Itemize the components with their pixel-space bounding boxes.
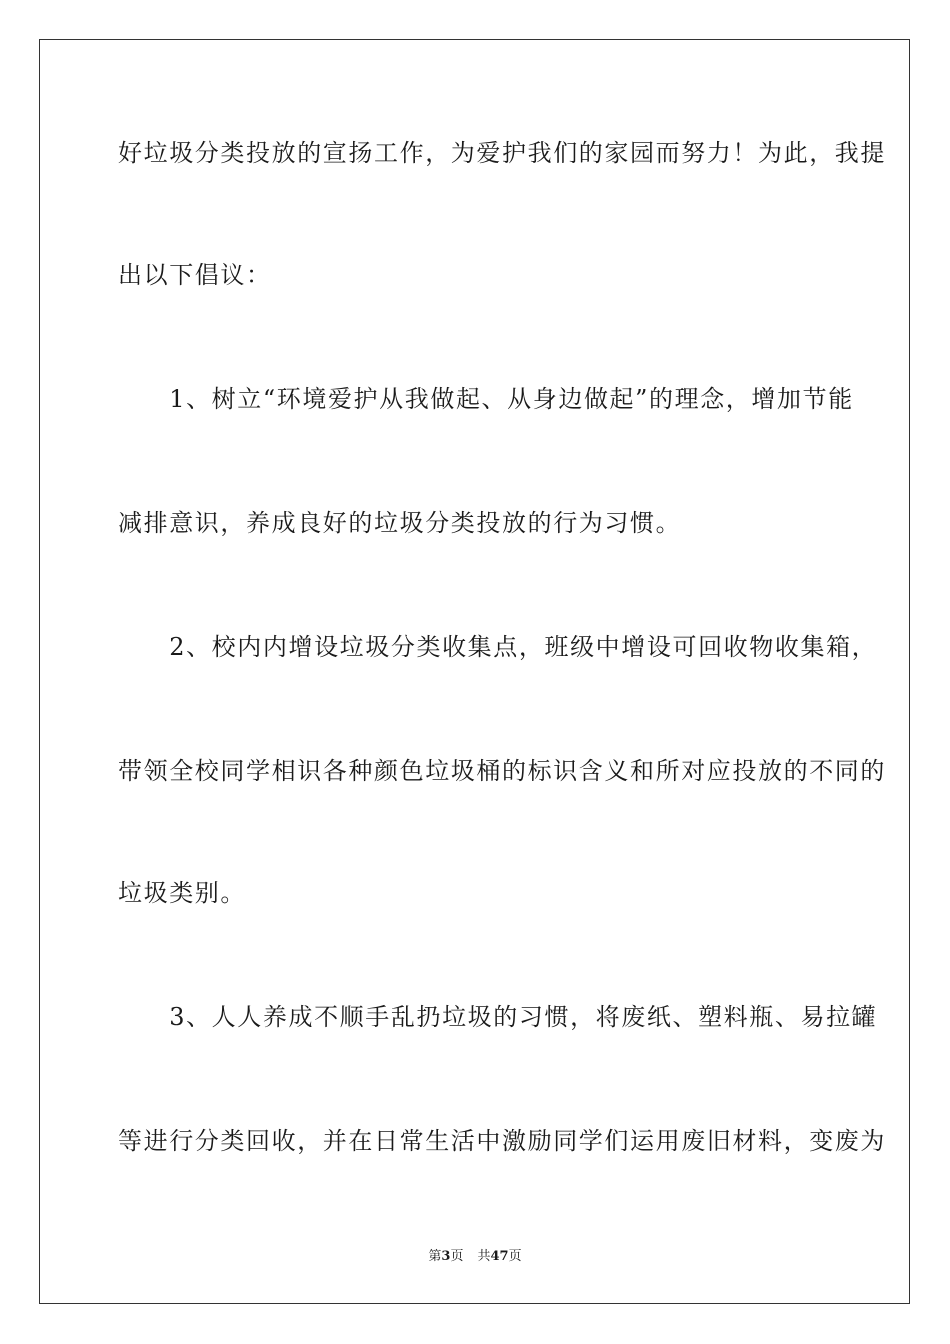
body-text-line-8: 3、人人养成不顺手乱扔垃圾的习惯，将废纸、塑料瓶、易拉罐 — [118, 1003, 878, 1031]
body-text-line-5: 2、校内内增设垃圾分类收集点，班级中增设可回收物收集箱， — [118, 633, 878, 661]
body-text-line-2: 出以下倡议： — [118, 261, 272, 289]
body-text-line-3: 1、树立“环境爱护从我做起、从身边做起”的理念，增加节能 — [118, 385, 854, 413]
body-text-line-6: 带领全校同学相识各种颜色垃圾桶的标识含义和所对应投放的不同的 — [118, 757, 886, 785]
footer-total-suffix: 页 — [508, 1249, 522, 1264]
body-text-line-7: 垃圾类别。 — [118, 879, 246, 907]
page-border — [39, 39, 910, 1304]
footer-page-prefix: 第 — [428, 1249, 442, 1264]
body-text-line-9: 等进行分类回收，并在日常生活中激励同学们运用废旧材料，变废为 — [118, 1127, 886, 1155]
footer-total-prefix: 共 — [477, 1249, 491, 1264]
footer-page-number: 3 — [441, 1249, 451, 1264]
footer-total-pages: 47 — [490, 1249, 509, 1264]
body-text-line-1: 好垃圾分类投放的宣扬工作，为爱护我们的家园而努力！为此，我提 — [118, 139, 886, 167]
body-text-line-4: 减排意识，养成良好的垃圾分类投放的行为习惯。 — [118, 509, 682, 537]
footer-page-suffix: 页 — [450, 1249, 464, 1264]
page-footer — [0, 1248, 950, 1266]
